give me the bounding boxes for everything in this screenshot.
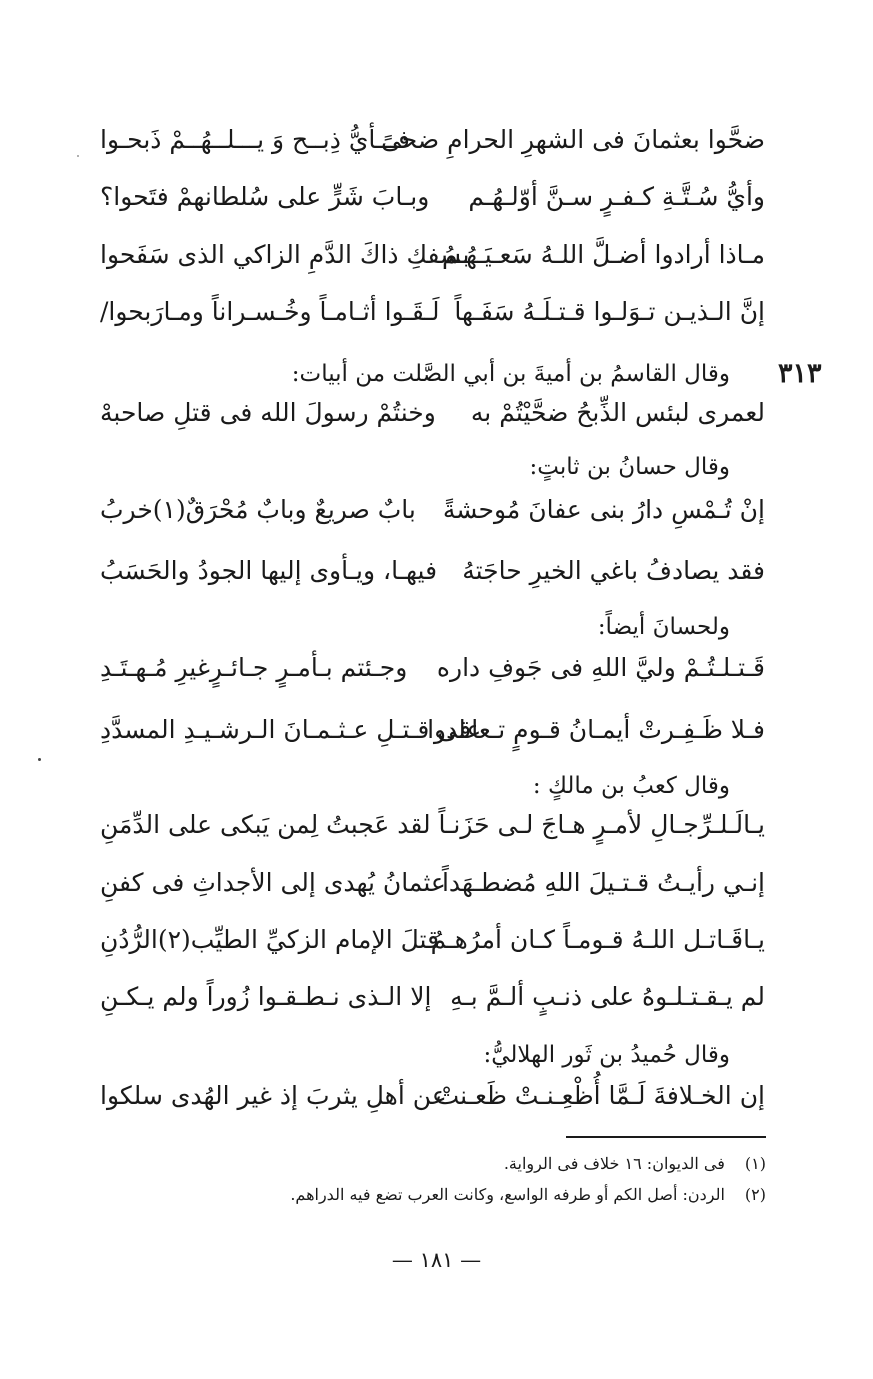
verse-line bbox=[100, 915, 765, 965]
verse-first-hemistich: ضحَّوا بعثمانَ فى الشهرِ الحرامِ ضحىً bbox=[380, 125, 765, 154]
scan-speck bbox=[77, 155, 79, 157]
verse-second-hemistich: إلا الـذى نـطـقـوا زُوراً ولم يـكـنِ bbox=[100, 982, 432, 1011]
footnote-number: (١) bbox=[744, 1154, 766, 1173]
verse-second-hemistich: عن أهلِ يثربَ إذ غير الهُدى سلكوا bbox=[100, 1081, 447, 1110]
verse-second-hemistich: بسفكِ ذاكَ الدَّمِ الزاكي الذى سَفَحوا bbox=[100, 240, 470, 269]
intro-humaid: وقال حُميدُ بن ثَور الهلاليُّ: bbox=[483, 1042, 730, 1068]
intro-kaab: وقال كعبُ بن مالكٍ : bbox=[532, 773, 730, 799]
verse-first-hemistich: فقد يصادفُ باغي الخيرِ حاجَتهُ bbox=[462, 556, 765, 585]
verse-line bbox=[100, 115, 765, 165]
verse-first-hemistich: قَـتـلـتُـمْ وليَّ اللهِ فى جَوفِ داره bbox=[436, 653, 765, 682]
scan-speck bbox=[38, 758, 41, 761]
intro-hassan: وقال حسانُ بن ثابتٍ: bbox=[529, 454, 730, 480]
verse-line bbox=[100, 705, 765, 755]
intro-qasim: وقال القاسمُ بن أميةَ بن أبي الصَّلت من أبيات: bbox=[291, 361, 730, 387]
verse-first-hemistich: مـاذا أرادوا أضـلَّ اللـهُ سَعـيَـهُـمُ bbox=[442, 240, 765, 269]
verse-first-hemistich: إنْ تُـمْسِ دارُ بنى عفانَ مُوحشةً bbox=[442, 495, 765, 524]
verse-first-hemistich: يـاقَـاتـل اللـهُ قـومـاً كـان أمرُهـمُ bbox=[430, 925, 765, 954]
verse-line bbox=[100, 287, 765, 337]
footnote-number: (٢) bbox=[744, 1185, 766, 1204]
page-number: — ١٨١ — bbox=[391, 1248, 482, 1272]
verse-second-hemistich: بابٌ صريعٌ وبابٌ مُحْرَقٌ(١)خربُ bbox=[100, 495, 416, 524]
verse-line bbox=[100, 546, 765, 596]
verse-first-hemistich: لعمرى لبئس الذِّبحُ ضحَّيْتُمْ به bbox=[470, 398, 765, 427]
verse-second-hemistich: فـــأيُّ ذِبــح وَ يـــلــهُــمْ ذَبحـوا bbox=[100, 125, 410, 154]
verse-line bbox=[100, 800, 765, 850]
footnote-divider bbox=[566, 1136, 766, 1138]
verse-first-hemistich: وأيُّ سُـتَّـةِ كـفـرٍ سـنَّ أوّلـهُـم bbox=[468, 182, 765, 211]
verse-line bbox=[100, 643, 765, 693]
verse-second-hemistich: عثمانُ يُهدى إلى الأجداثِ فى كفنِ bbox=[100, 868, 446, 897]
footnote bbox=[200, 1181, 766, 1209]
verse-first-hemistich: يـالَـلـرِّجـالِ لأمـرٍ هـاجَ لـى حَزَنـاً bbox=[438, 810, 765, 839]
verse-line bbox=[100, 858, 765, 908]
verse-line bbox=[100, 388, 765, 438]
verse-first-hemistich: إنَّ الـذيـن تـوَلـوا قـتـلَـهُ سَفَـهاً bbox=[454, 297, 765, 326]
verse-line bbox=[100, 972, 765, 1022]
verse-line bbox=[100, 172, 765, 222]
footnote-text: فى الديوان: ١٦ خلاف فى الرواية. bbox=[503, 1154, 725, 1173]
verse-line bbox=[100, 485, 765, 535]
verse-first-hemistich: إنـي رأيـتُ قـتـيلَ اللهِ مُضطـهَداً bbox=[441, 868, 765, 897]
verse-second-hemistich: وبـابَ شَرٍّ على سُلطانهمْ فتَحوا؟ bbox=[100, 182, 430, 211]
verse-second-hemistich: لقد عَجبتُ لِمن يَبكى على الدِّمَنِ bbox=[100, 810, 431, 839]
verse-second-hemistich: وجـئتم بـأمـرٍ جـائـرٍغيرِ مُـهـتَـدِ bbox=[100, 653, 408, 682]
verse-line bbox=[100, 1071, 765, 1121]
verse-second-hemistich: قتلَ الإمام الزكيِّ الطيِّب(٢)الرُّدُنِ bbox=[100, 925, 440, 954]
verse-second-hemistich: لَـقَـوا أثـامـاً وخُـسـراناً ومـارَبحوا/ bbox=[100, 297, 440, 326]
footnote-text: الردن: أصل الكم أو طرفه الواسع، وكانت العرب تضع فيه الدراهم. bbox=[290, 1185, 725, 1204]
verse-line bbox=[100, 230, 765, 280]
verse-second-hemistich: فيهـا، ويـأوى إليها الجودُ والحَسَبُ bbox=[100, 556, 438, 585]
intro-hassan-2: ولحسانَ أيضاً: bbox=[597, 614, 730, 640]
verse-first-hemistich: فـلا ظَـفِـرتْ أيمـانُ قـومٍ تـعاقدوا bbox=[427, 715, 765, 744]
footnote bbox=[200, 1150, 766, 1178]
verse-second-hemistich: على قـتـلِ عـثـمـانَ الـرشـيـدِ المسدَّدِ bbox=[100, 715, 482, 744]
verse-first-hemistich: إن الخـلافةَ لَـمَّا أُظْعِـنـتْ ظَعـنتْ bbox=[435, 1081, 765, 1110]
verse-second-hemistich: وخنتُمْ رسولَ الله فى قتلِ صاحبهْ bbox=[100, 398, 436, 427]
section-number: ٣١٣ bbox=[778, 358, 822, 389]
verse-first-hemistich: لم يـقـتـلـوهُ على ذنـبٍ ألـمَّ بـهِ bbox=[450, 982, 765, 1011]
